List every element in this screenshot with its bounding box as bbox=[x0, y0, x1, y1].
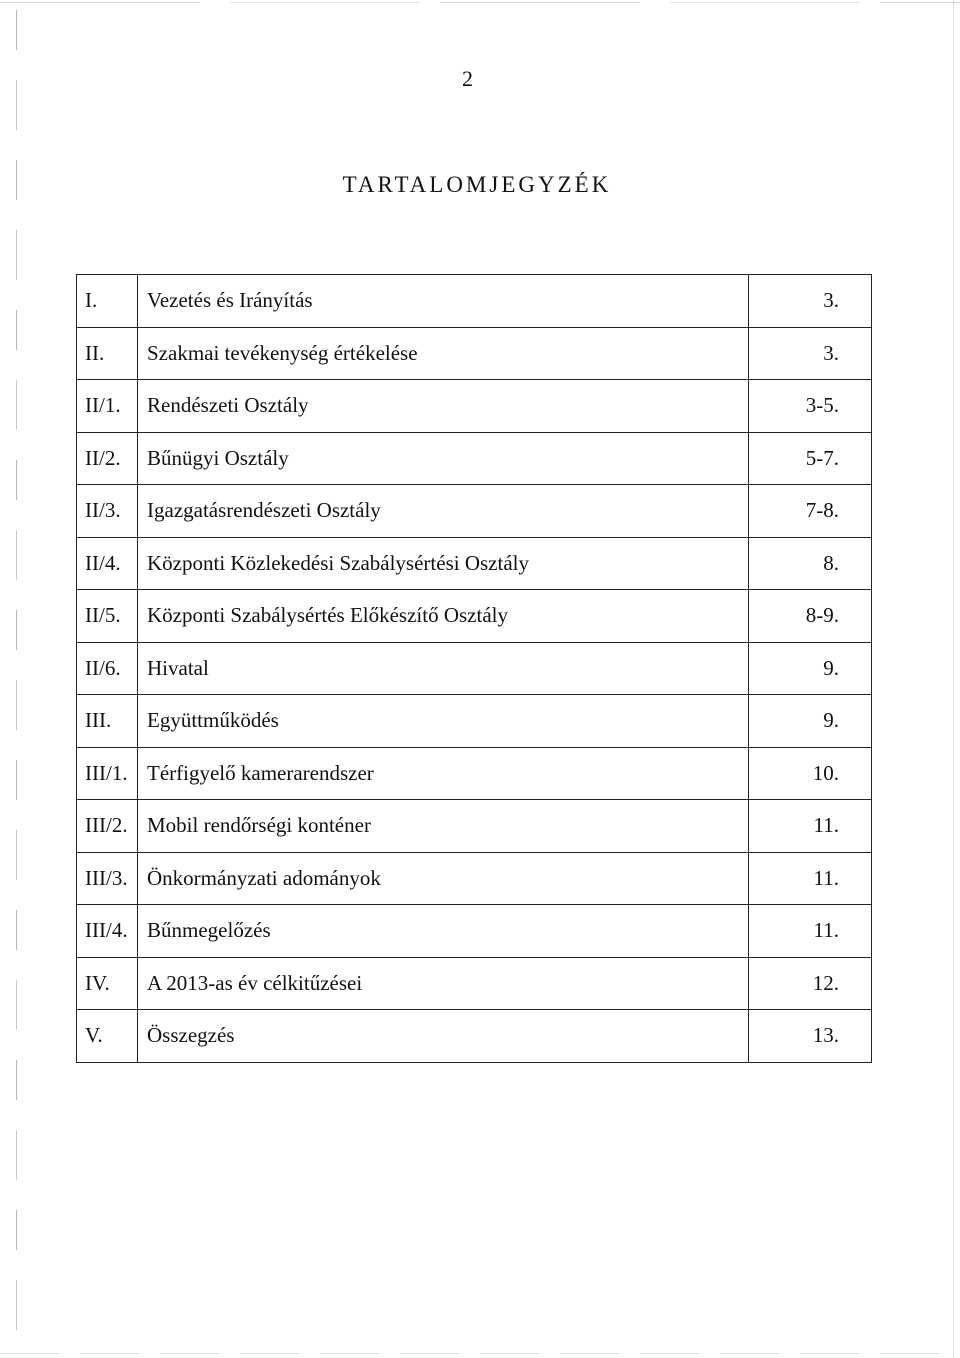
scan-edge-top bbox=[0, 2, 960, 3]
toc-page-number: 9. bbox=[749, 695, 872, 748]
toc-body bbox=[77, 275, 872, 1063]
table-of-contents bbox=[76, 274, 872, 1063]
table-row bbox=[77, 1010, 872, 1063]
toc-section-number: III. bbox=[77, 695, 138, 748]
toc-section-number: I. bbox=[77, 275, 138, 328]
toc-section-title: Együttműködés bbox=[138, 695, 749, 748]
table-row bbox=[77, 485, 872, 538]
table-row bbox=[77, 642, 872, 695]
toc-section-number: V. bbox=[77, 1010, 138, 1063]
toc-page-number: 7-8. bbox=[749, 485, 872, 538]
toc-page-number: 5-7. bbox=[749, 432, 872, 485]
toc-section-title: Vezetés és Irányítás bbox=[138, 275, 749, 328]
toc-section-title: A 2013-as év célkitűzései bbox=[138, 957, 749, 1010]
table-row bbox=[77, 380, 872, 433]
table-row bbox=[77, 800, 872, 853]
toc-section-number: II/2. bbox=[77, 432, 138, 485]
toc-section-title: Térfigyelő kamerarendszer bbox=[138, 747, 749, 800]
table-row bbox=[77, 327, 872, 380]
toc-section-number: III/3. bbox=[77, 852, 138, 905]
toc-section-title: Központi Közlekedési Szabálysértési Osztály bbox=[138, 537, 749, 590]
toc-section-title: Központi Szabálysértés Előkészítő Osztály bbox=[138, 590, 749, 643]
toc-page-number: 3. bbox=[749, 327, 872, 380]
toc-section-number: II/5. bbox=[77, 590, 138, 643]
toc-section-number: III/1. bbox=[77, 747, 138, 800]
toc-page-number: 11. bbox=[749, 800, 872, 853]
page-title bbox=[0, 172, 960, 198]
toc-section-title: Szakmai tevékenység értékelése bbox=[138, 327, 749, 380]
table-row bbox=[77, 852, 872, 905]
table-row bbox=[77, 905, 872, 958]
toc-section-title: Önkormányzati adományok bbox=[138, 852, 749, 905]
toc-page-number: 13. bbox=[749, 1010, 872, 1063]
toc-section-title: Hivatal bbox=[138, 642, 749, 695]
table-row bbox=[77, 747, 872, 800]
toc-section-number: II/4. bbox=[77, 537, 138, 590]
table-row bbox=[77, 695, 872, 748]
toc-page-number: 9. bbox=[749, 642, 872, 695]
toc-section-title: Mobil rendőrségi konténer bbox=[138, 800, 749, 853]
title-text: TARTALOMJEGYZÉK bbox=[342, 172, 612, 197]
toc-page-number: 11. bbox=[749, 852, 872, 905]
toc-page-number: 3-5. bbox=[749, 380, 872, 433]
toc-section-number: II/6. bbox=[77, 642, 138, 695]
table-row bbox=[77, 275, 872, 328]
toc-section-title: Igazgatásrendészeti Osztály bbox=[138, 485, 749, 538]
table-row bbox=[77, 537, 872, 590]
toc-page-number: 11. bbox=[749, 905, 872, 958]
toc-page-number: 8-9. bbox=[749, 590, 872, 643]
toc-page-number: 3. bbox=[749, 275, 872, 328]
scan-edge-bottom bbox=[0, 1353, 960, 1354]
page-number: 2 bbox=[462, 66, 473, 91]
table-row bbox=[77, 590, 872, 643]
toc-section-number: III/4. bbox=[77, 905, 138, 958]
toc-section-number: II/1. bbox=[77, 380, 138, 433]
toc-section-number: II. bbox=[77, 327, 138, 380]
table-row bbox=[77, 957, 872, 1010]
toc-page-number: 12. bbox=[749, 957, 872, 1010]
scan-edge-left bbox=[16, 10, 17, 1340]
toc-section-title: Bűnügyi Osztály bbox=[138, 432, 749, 485]
toc-section-number: III/2. bbox=[77, 800, 138, 853]
toc-section-title: Összegzés bbox=[138, 1010, 749, 1063]
toc-section-title: Bűnmegelőzés bbox=[138, 905, 749, 958]
toc-page-number: 8. bbox=[749, 537, 872, 590]
table-row bbox=[77, 432, 872, 485]
toc-section-number: IV. bbox=[77, 957, 138, 1010]
toc-page-number: 10. bbox=[749, 747, 872, 800]
toc-section-title: Rendészeti Osztály bbox=[138, 380, 749, 433]
toc-section-number: II/3. bbox=[77, 485, 138, 538]
scan-edge-right bbox=[953, 0, 954, 1358]
